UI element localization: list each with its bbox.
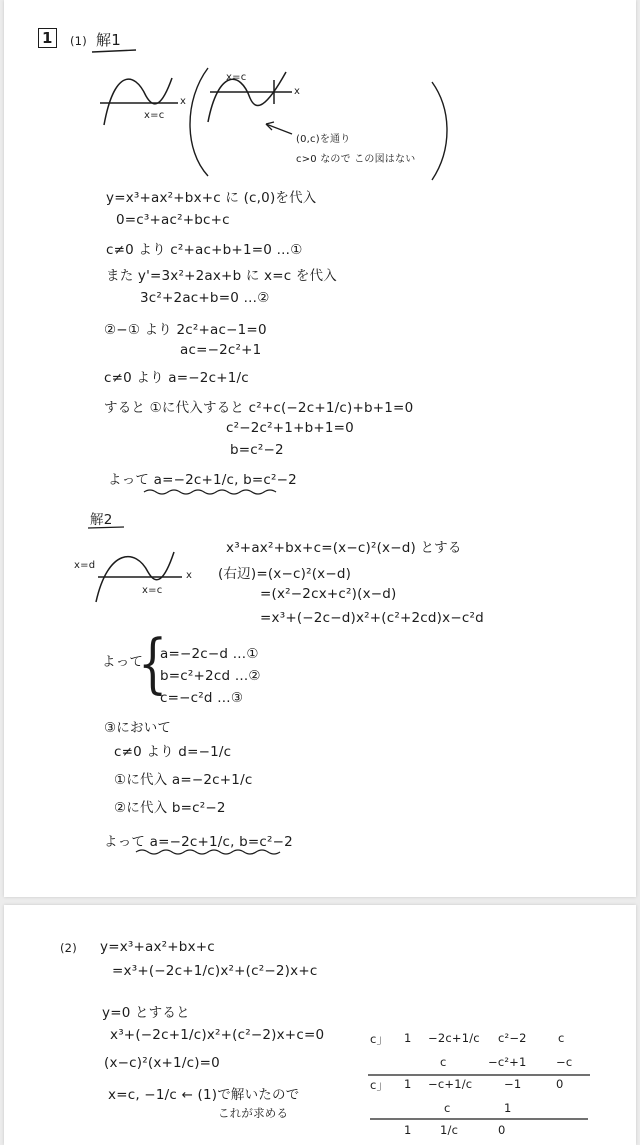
note-line2: c>0 なので この図はない [296,154,416,165]
notebook-page-1 [4,0,636,897]
left-paren [190,68,208,176]
div-cell: −c²+1 [488,1055,527,1069]
div-cell: 1 [404,1123,412,1137]
solution2-heading: 解2 [90,512,113,528]
sol1-line: ac=−2c²+1 [180,342,262,358]
graph2-curve [208,72,292,122]
p2-line: y=0 とすると [102,1005,190,1021]
sol2-more: c≠0 より d=−1/c [114,744,232,760]
sol1-line: c≠0 より c²+ac+b+1=0 …① [106,242,303,258]
system-eq: c=−c²d …③ [160,690,244,706]
sol2-line: (右辺)=(x−c)²(x−d) [218,566,352,582]
div-cell: 1 [404,1031,412,1045]
sol1-line: 0=c³+ac²+bc+c [116,212,230,228]
note-line1: (0,c)を通り [296,134,351,145]
graph3-left-label: x=d [74,560,96,571]
graph1-tangent-label: x=c [144,110,165,121]
sol1-line: c²−2c²+1+b+1=0 [226,420,354,436]
div-cell: −c [556,1055,573,1069]
page2-drawings [4,905,636,1145]
answer2-wavy-underline [136,850,280,854]
div-cell: c [558,1031,565,1045]
p2-line: y=x³+ax²+bx+c [100,939,215,955]
system-eq: b=c²+2cd …② [160,668,261,684]
sub-number: (1) [70,34,87,48]
sol1-line: すると ①に代入すると c²+c(−2c+1/c)+b+1=0 [104,400,414,416]
div-cell: c²−2 [498,1031,527,1045]
answer1-wavy-underline [144,490,276,494]
sol1-line: また y'=3x²+2ax+b に x=c を代入 [106,268,337,284]
graph3-bottom-label: x=c [142,585,163,596]
div-cell: c」 [370,1078,389,1092]
sub-number-2: (2) [60,941,77,955]
div-cell: −1 [504,1077,522,1091]
notebook-page-2 [4,905,636,1145]
div-cell: −2c+1/c [428,1031,480,1045]
answer2: よって a=−2c+1/c, b=c²−2 [104,834,293,850]
right-paren [432,82,447,180]
heading-underline [92,50,136,52]
sol1-line: c≠0 より a=−2c+1/c [104,370,249,386]
system-prefix: よって [102,654,144,670]
sol2-line: =(x²−2cx+c²)(x−d) [260,586,397,602]
graph3-x-label: x [186,570,193,581]
div-cell: 0 [556,1077,564,1091]
problem-number: 1 [38,28,57,48]
div-cell: c」 [370,1032,389,1046]
div-cell: 1 [504,1101,512,1115]
p2-line: (x−c)²(x+1/c)=0 [104,1055,220,1071]
sol1-line: ②−① より 2c²+ac−1=0 [104,322,267,338]
sol2-more: ①に代入 a=−2c+1/c [114,772,253,788]
graph3-curve [96,552,182,602]
div-cell: −c+1/c [428,1077,473,1091]
sol1-line: b=c²−2 [230,442,284,458]
system-eq: a=−2c−d …① [160,646,259,662]
graph1-curve [100,78,178,125]
sol2-line: =x³+(−2c−d)x²+(c²+2cd)x−c²d [260,610,484,626]
div-cell: 1 [404,1077,412,1091]
p2-line: =x³+(−2c+1/c)x²+(c²−2)x+c [112,963,318,979]
p2-line: x³+(−2c+1/c)x²+(c²−2)x+c=0 [110,1027,325,1043]
sol2-more: ②に代入 b=c²−2 [114,800,226,816]
div-cell: 0 [498,1123,506,1137]
p2-line: これが求める [218,1106,289,1120]
graph2-top-label: x=c [226,72,247,83]
div-cell: c [440,1055,447,1069]
solution1-heading: 解1 [96,31,121,49]
sol2-line: x³+ax²+bx+c=(x−c)²(x−d) とする [226,540,462,556]
div-cell: c [444,1101,451,1115]
p2-line: x=c, −1/c ← (1)で解いたので [108,1087,300,1103]
answer1: よって a=−2c+1/c, b=c²−2 [108,472,297,488]
sol1-line: y=x³+ax²+bx+c に (c,0)を代入 [106,190,317,206]
system-brace: { [138,625,168,701]
sol1-line: 3c²+2ac+b=0 …② [140,290,270,306]
note-arrow [266,122,292,134]
div-cell: 1/c [440,1123,459,1137]
graph1-x-label: x [180,96,187,107]
graph2-x-label: x [294,86,301,97]
sol2-more: ③において [104,720,172,736]
